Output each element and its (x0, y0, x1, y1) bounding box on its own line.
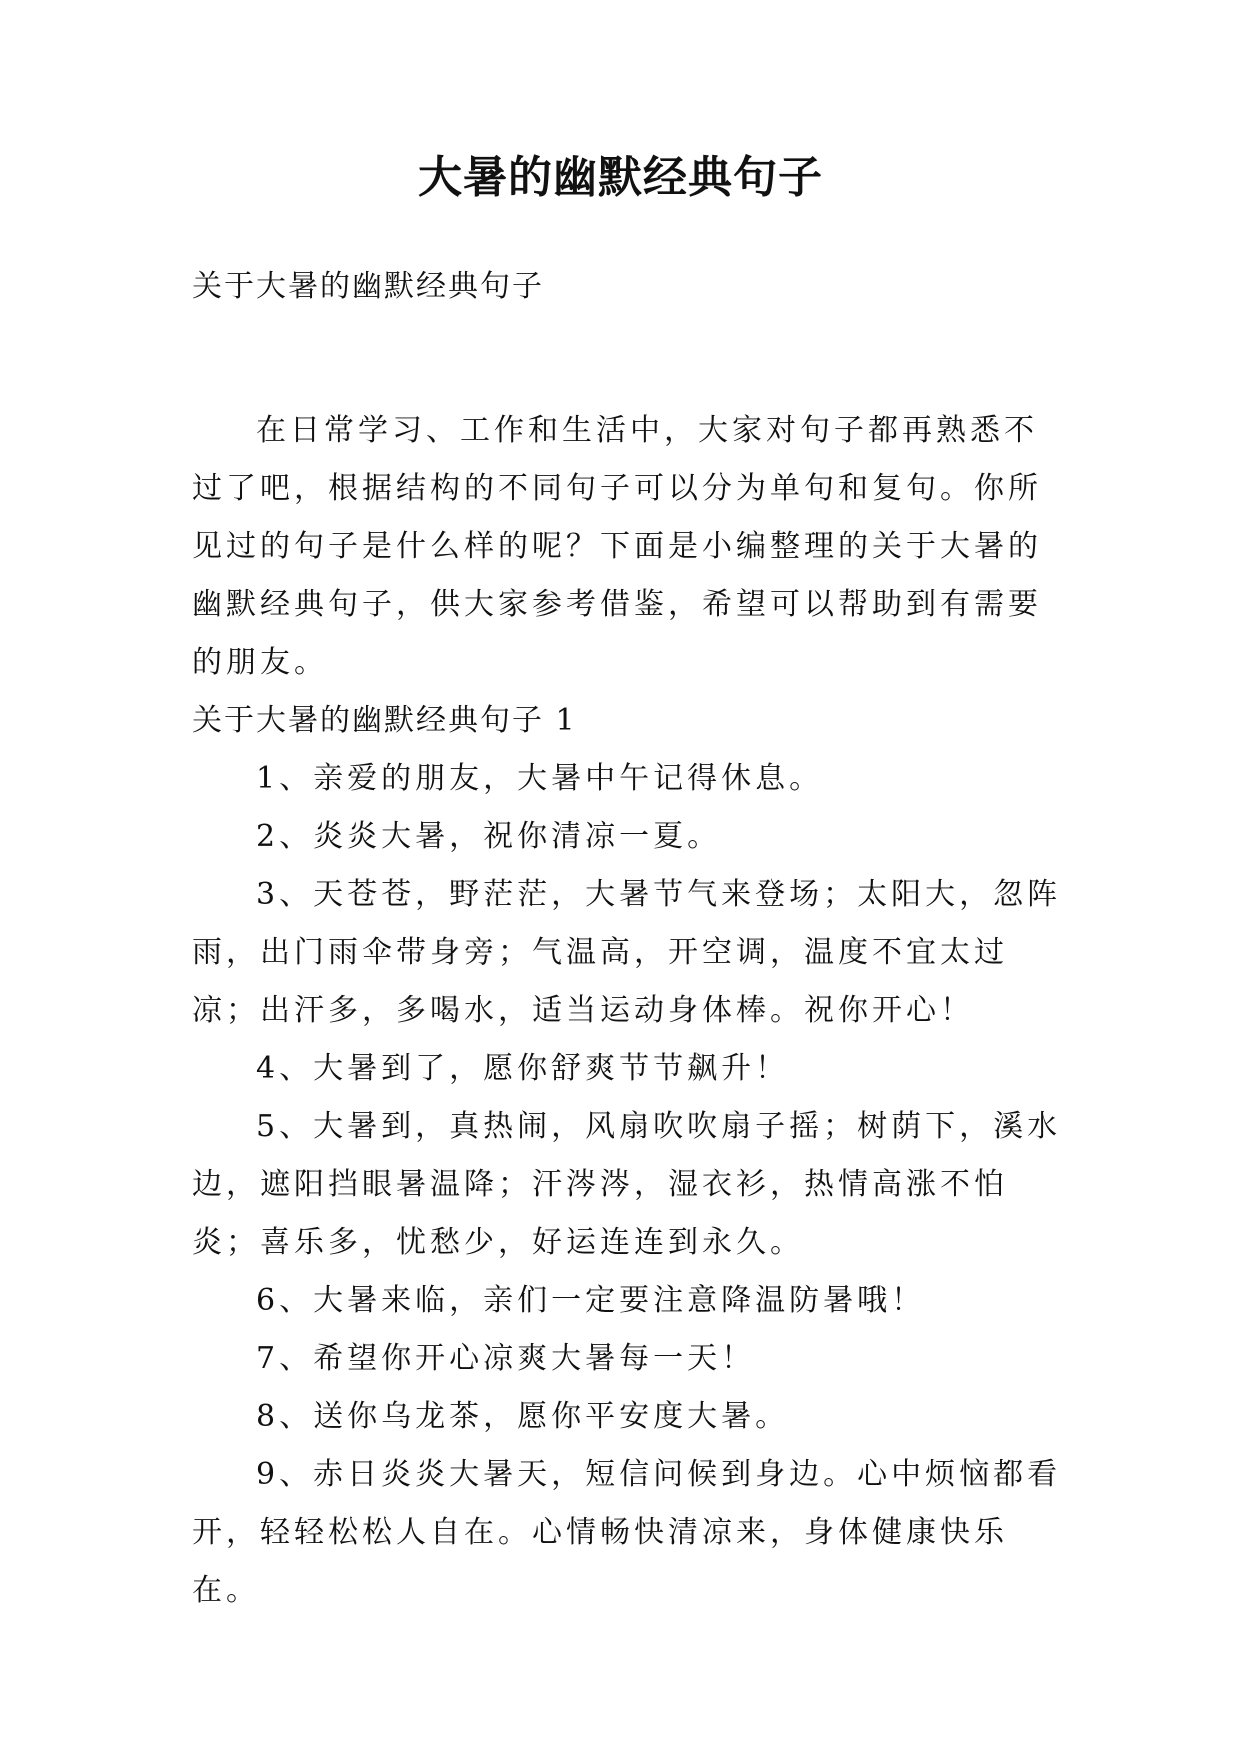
section-heading: 关于大暑的幽默经典句子 1 (192, 703, 577, 738)
list-item: 9、赤日炎炎大暑天，短信问候到身边。心中烦恼都看开，轻轻松松人自在。心情畅快清凉来，身体健康快乐在。 (192, 1457, 1062, 1608)
list-item: 2、炎炎大暑，祝你清凉一夏。 (256, 819, 722, 854)
document-subtitle: 关于大暑的幽默经典句子 (192, 269, 544, 304)
document-title: 大暑的幽默经典句子 (418, 152, 823, 203)
list-item: 1、亲爱的朋友，大暑中午记得休息。 (256, 761, 824, 796)
sentence-list (192, 750, 1064, 1620)
intro-paragraph: 在日常学习、工作和生活中，大家对句子都再熟悉不过了吧，根据结构的不同句子可以分为单句和复句。你所见过的句子是什么样的呢？下面是小编整理的关于大暑的幽默经典句子，供大家参考借鉴，希望可以帮助到有需要的朋友。 (192, 413, 1042, 680)
list-item: 8、送你乌龙茶，愿你平安度大暑。 (256, 1399, 790, 1434)
list-item: 7、希望你开心凉爽大暑每一天！ (256, 1341, 756, 1376)
list-item: 6、大暑来临，亲们一定要注意降温防暑哦！ (256, 1283, 926, 1318)
list-item: 5、大暑到，真热闹，风扇吹吹扇子摇；树荫下，溪水边，遮阳挡眼暑温降；汗涔涔，湿衣衫，热情高涨不怕炎；喜乐多，忧愁少，好运连连到永久。 (192, 1109, 1062, 1260)
list-item: 4、大暑到了，愿你舒爽节节飙升！ (256, 1051, 790, 1086)
list-item: 3、天苍苍，野茫茫，大暑节气来登场；太阳大，忽阵雨，出门雨伞带身旁；气温高，开空调，温度不宜太过凉；出汗多，多喝水，适当运动身体棒。祝你开心！ (192, 877, 1062, 1028)
